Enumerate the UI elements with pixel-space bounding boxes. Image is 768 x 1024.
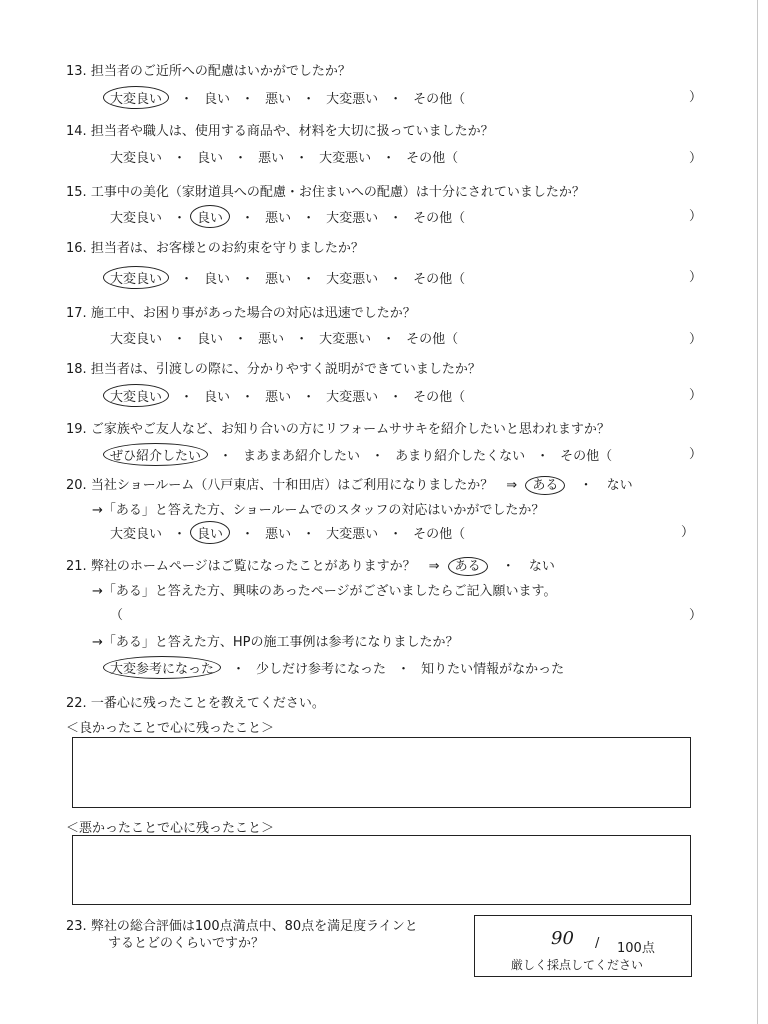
q21-sub-question-1: →「ある」と答えた方、興味のあったページがございましたらご記入願います。 xyxy=(92,584,557,599)
score-slash: / xyxy=(595,936,600,951)
option[interactable]: 悪い xyxy=(258,332,285,347)
option-selected[interactable]: 大変参考になった xyxy=(103,656,221,679)
q21-free-text[interactable]: （ ） xyxy=(110,608,702,623)
option-selected[interactable]: 良い xyxy=(190,205,230,228)
q20-sub-question: →「ある」と答えた方、ショールームでのスタッフの対応はいかがでしたか？ xyxy=(92,503,545,518)
options-14: 大変良い ・ 良い ・ 悪い ・ 大変悪い ・ その他（ ） xyxy=(110,147,702,169)
option[interactable]: 少しだけ参考になった xyxy=(256,662,387,677)
question-22: 22. 一番心に残ったことを教えてください。 xyxy=(66,696,325,711)
options-19: ぜひ紹介したい ・ まあまあ紹介したい ・ あまり紹介したくない ・ その他（ ） xyxy=(110,443,702,465)
good-memory-box[interactable] xyxy=(72,737,691,808)
option[interactable]: あまり紹介したくない xyxy=(395,449,526,464)
option[interactable]: 良い xyxy=(204,272,231,287)
q21-answer-other[interactable]: ない xyxy=(528,559,555,574)
option[interactable]: 良い xyxy=(197,151,224,166)
question-23-line2: するとどのくらいですか？ xyxy=(108,936,265,951)
option[interactable]: その他（ xyxy=(406,151,459,166)
option-selected[interactable]: 良い xyxy=(190,521,230,544)
options-17: 大変良い ・ 良い ・ 悪い ・ 大変悪い ・ その他（ ） xyxy=(110,328,702,350)
bad-memory-label: ＜悪かったことで心に残ったこと＞ xyxy=(66,821,275,836)
question-23: 23. 弊社の総合評価は100点満点中、80点を満足度ラインと xyxy=(66,919,418,934)
option[interactable]: 大変良い xyxy=(110,211,163,226)
option[interactable]: その他（ xyxy=(413,92,466,107)
option[interactable]: まあまあ紹介したい xyxy=(243,449,361,464)
options-18: 大変良い ・ 良い ・ 悪い ・ 大変悪い ・ その他（ ） xyxy=(110,384,702,406)
question-20: 20. 当社ショールーム（八戸東店、十和田店）はご利用になりましたか？ ⇒ ある ・ ない xyxy=(66,478,633,493)
score-note: 厳しく採点してください xyxy=(511,958,644,972)
option[interactable]: 悪い xyxy=(265,390,292,405)
option[interactable]: その他（ xyxy=(406,332,459,347)
option[interactable]: 大変良い xyxy=(110,527,163,542)
question-19: 19. ご家族やご友人など、お知り合いの方にリフォームササキを紹介したいと思われますか？ xyxy=(66,422,610,437)
q20-answer-other[interactable]: ない xyxy=(606,478,633,493)
option[interactable]: 大変良い xyxy=(110,151,163,166)
option[interactable]: 知りたい情報がなかった xyxy=(421,662,565,677)
q21-answer-selected[interactable]: ある xyxy=(448,557,488,576)
question-21: 21. 弊社のホームページはご覧になったことがありますか？ ⇒ ある ・ ない xyxy=(66,559,555,574)
option[interactable]: その他（ xyxy=(413,272,466,287)
option-selected[interactable]: 大変良い xyxy=(103,384,169,407)
page-edge-line xyxy=(757,0,758,1024)
q20-answer-selected[interactable]: ある xyxy=(525,476,565,495)
option[interactable]: その他（ xyxy=(413,211,466,226)
option-selected[interactable]: ぜひ紹介したい xyxy=(103,443,208,466)
option[interactable]: 大変悪い xyxy=(326,92,379,107)
question-13: 13. 担当者のご近所への配慮はいかがでしたか？ xyxy=(66,64,351,79)
option[interactable]: 大変悪い xyxy=(326,272,379,287)
option[interactable]: 良い xyxy=(197,332,224,347)
option[interactable]: 大変悪い xyxy=(319,151,372,166)
score-box[interactable] xyxy=(474,915,692,977)
options-15: 大変良い ・ 良い ・ 悪い ・ 大変悪い ・ その他（ ） xyxy=(110,205,702,227)
option[interactable]: 悪い xyxy=(265,92,292,107)
options-13: 大変良い ・ 良い ・ 悪い ・ 大変悪い ・ その他（ ） xyxy=(110,86,702,108)
option[interactable]: 悪い xyxy=(265,527,292,542)
question-14: 14. 担当者や職人は、使用する商品や、材料を大切に扱っていましたか？ xyxy=(66,124,494,139)
option[interactable]: その他（ xyxy=(560,449,613,464)
score-value: 90 xyxy=(551,928,574,949)
option[interactable]: 良い xyxy=(204,390,231,405)
option[interactable]: 大変良い xyxy=(110,332,163,347)
option[interactable]: 良い xyxy=(204,92,231,107)
score-max: 100点 xyxy=(617,941,655,956)
option[interactable]: 大変悪い xyxy=(326,390,379,405)
option[interactable]: 大変悪い xyxy=(319,332,372,347)
question-16: 16. 担当者は、お客様とのお約束を守りましたか？ xyxy=(66,241,364,256)
option[interactable]: 大変悪い xyxy=(326,211,379,226)
options-20: 大変良い ・ 良い ・ 悪い ・ 大変悪い ・ その他（ ） xyxy=(110,521,702,543)
options-21-hp: 大変参考になった ・ 少しだけ参考になった ・ 知りたい情報がなかった xyxy=(110,656,702,678)
question-17: 17. 施工中、お困り事があった場合の対応は迅速でしたか？ xyxy=(66,306,416,321)
option[interactable]: 悪い xyxy=(258,151,285,166)
good-memory-label: ＜良かったことで心に残ったこと＞ xyxy=(66,721,275,736)
bad-memory-box[interactable] xyxy=(72,835,691,905)
option-selected[interactable]: 大変良い xyxy=(103,266,169,289)
option[interactable]: 大変悪い xyxy=(326,527,379,542)
options-16: 大変良い ・ 良い ・ 悪い ・ 大変悪い ・ その他（ ） xyxy=(110,266,702,288)
question-18: 18. 担当者は、引渡しの際に、分かりやすく説明ができていましたか？ xyxy=(66,362,481,377)
option-selected[interactable]: 大変良い xyxy=(103,86,169,109)
option[interactable]: 悪い xyxy=(265,272,292,287)
option[interactable]: その他（ xyxy=(413,390,466,405)
option[interactable]: その他（ xyxy=(413,527,466,542)
question-15: 15. 工事中の美化（家財道具への配慮・お住まいへの配慮）は十分にされていましたか？ xyxy=(66,185,585,200)
q21-sub-question-2: →「ある」と答えた方、HPの施工事例は参考になりましたか？ xyxy=(92,635,459,650)
option[interactable]: 悪い xyxy=(265,211,292,226)
